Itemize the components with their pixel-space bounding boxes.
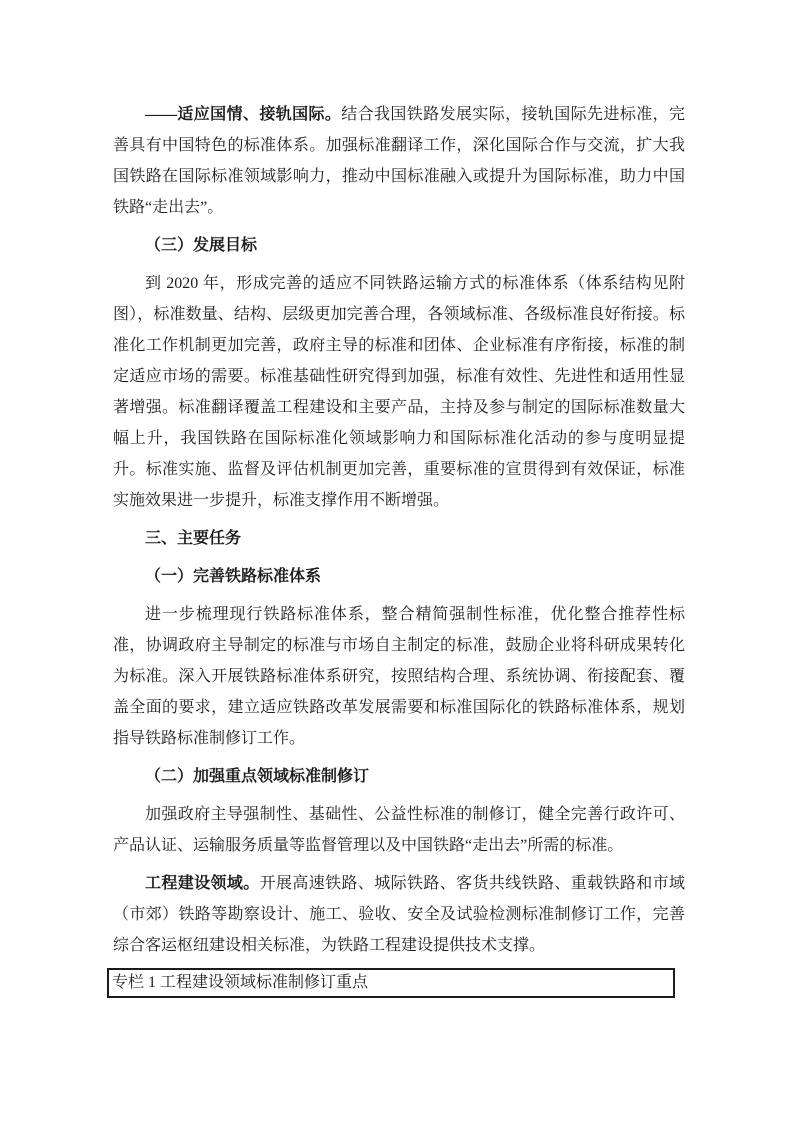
- paragraph-text: 加强政府主导强制性、基础性、公益性标准的制修订，健全完善行政许可、产品认证、运输服务质量等监督管理以及中国铁路“走出去”所需的标准。: [113, 806, 685, 854]
- paragraph-text: 到 2020 年，形成完善的适应不同铁路运输方式的标准体系（体系结构见附图），标准数量、结构、层级更加完善合理，各领域标准、各级标准良好衔接。标准化工作机制更加完善，政府主导的标准和团体、企业标准有序衔接，标准的制定适应市场的需要。标准基础性研究得到加强，标准有效性、先进性和适用性显著增强。标准翻译覆盖工程建设和主要产品，主持及参与制定的国际标准数量大幅上升，我国铁路在国际标准化领域影响力和国际标准化活动的参与度明显提升。标准实施、监督及评估机制更加完善，重要标准的宣贯得到有效保证，标准实施效果进一步提升，标准支撑作用不断增强。: [113, 275, 685, 509]
- callout-label: 专栏 1 工程建设领域标准制修订重点: [112, 974, 369, 991]
- heading-improve-standard-system: （一）完善铁路标准体系: [145, 568, 322, 585]
- paragraph-text: 进一步梳理现行铁路标准体系，整合精简强制性标准，优化整合推荐性标准，协调政府主导制定的标准与市场自主制定的标准，鼓励企业将科研成果转化为标准。深入开展铁路标准体系研究，按照结构合理、系统协调、衔接配套、覆盖全面的要求，建立适应铁路改革发展需要和标准国际化的铁路标准体系，规划指导铁路标准制修订工作。: [113, 606, 685, 747]
- paragraph-government-led-standards: [113, 799, 685, 861]
- paragraph-lead-bold: ——适应国情、接轨国际。: [145, 106, 342, 123]
- paragraph-standard-system: [113, 599, 685, 754]
- callout-box-column1: [107, 968, 675, 998]
- document-content: [113, 99, 685, 998]
- paragraph-text: 结合我国铁路发展实际，接轨国际先进标准，完善具有中国特色的标准体系。加强标准翻译工作，深化国际合作与交流，扩大我国铁路在国际标准领域影响力，推动中国标准融入或提升为国际标准，助力中国铁路“走出去”。: [113, 106, 685, 216]
- paragraph-lead-bold: 工程建设领域。: [145, 875, 260, 892]
- paragraph-text: 开展高速铁路、城际铁路、客货共线铁路、重载铁路和市域（市郊）铁路等勘察设计、施工、验收、安全及试验检测标准制修订工作，完善综合客运枢纽建设相关标准，为铁路工程建设提供技术支撑。: [113, 875, 685, 954]
- paragraph-2020-goals: [113, 268, 685, 516]
- heading-main-tasks: 三、主要任务: [145, 530, 242, 547]
- heading-key-areas-revision: （二）加强重点领域标准制修订: [145, 768, 370, 785]
- paragraph-guideline-international: [113, 99, 685, 223]
- heading-development-goals: （三）发展目标: [145, 237, 258, 254]
- paragraph-engineering-construction: [113, 868, 685, 961]
